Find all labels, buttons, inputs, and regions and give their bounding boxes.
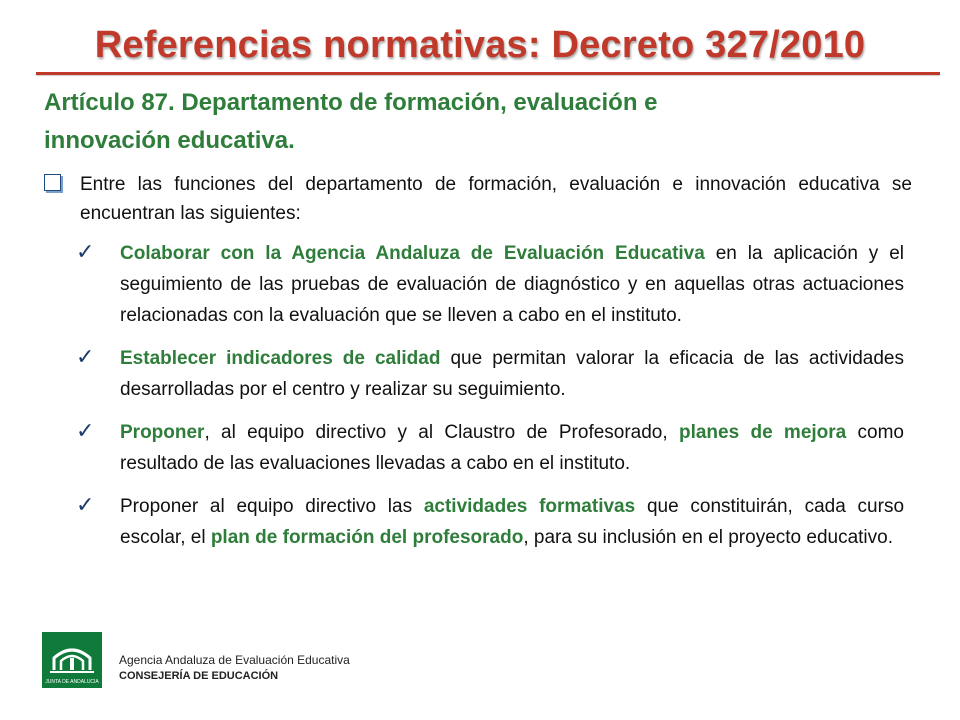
list-item [76,491,904,553]
list-item-text [120,491,904,553]
list-item [76,417,904,479]
footer-ministry-name: CONSEJERÍA DE EDUCACIÓN [119,670,279,682]
functions-list [76,238,904,565]
text-run: que constituirán, cada curso escolar, el [120,496,905,548]
checkmark-icon: ✓ [76,418,95,443]
article-heading [44,84,924,160]
text-run: en la aplicación y el seguimiento de las pruebas de evaluación de diagnóstico y en aquellas otras actuaciones relacionadas con la evaluación que se lleven a cabo en el instituto. [120,243,904,326]
square-bullet-icon [44,174,61,191]
highlight: Colaborar con la Agencia Andaluza de Evaluación Educativa [120,243,705,264]
list-item [76,238,904,331]
text-run: Proponer al equipo directivo las [120,496,424,517]
text-run: como resultado de las evaluaciones llevadas a cabo en el instituto. [120,422,904,474]
article-heading-line-2: innovación educativa. [44,127,295,154]
highlight: planes de mejora [678,422,847,443]
footer-agency [119,652,350,684]
list-item-text [120,238,904,331]
highlight: Establecer indicadores de calidad [120,348,441,369]
intro-bullet [44,170,912,228]
text-run: , al equipo directivo y al Claustro de Profesorado, [204,422,679,443]
intro-text: Entre las funciones del departamento de formación, evaluación e innovación educativa se encuentran las siguientes: [80,174,912,224]
highlight: Proponer [120,422,205,443]
logo-text: JUNTA DE ANDALUCIA [45,679,99,685]
list-item-text [120,343,904,405]
text-run: que permitan valorar la eficacia de las actividades desarrolladas por el centro y realizar su seguimiento. [120,348,904,400]
highlight: plan de formación del profesorado [210,527,524,548]
logo-column [70,658,74,670]
text-run: , para su inclusión en el proyecto educativo. [523,527,893,548]
checkmark-icon: ✓ [76,239,95,264]
junta-de-andalucia-logo [42,632,102,688]
checkmark-icon: ✓ [76,344,95,369]
list-item-text [120,417,904,479]
article-heading-line-1: Artículo 87. Departamento de formación, evaluación e [44,89,658,116]
slide-title: Referencias normativas: Decreto 327/2010 [94,24,866,66]
footer-agency-name: Agencia Andaluza de Evaluación Educativa [119,653,350,667]
list-item [76,343,904,405]
highlight: actividades formativas [423,496,636,517]
checkmark-icon: ✓ [76,492,95,517]
title-underline [36,72,940,75]
